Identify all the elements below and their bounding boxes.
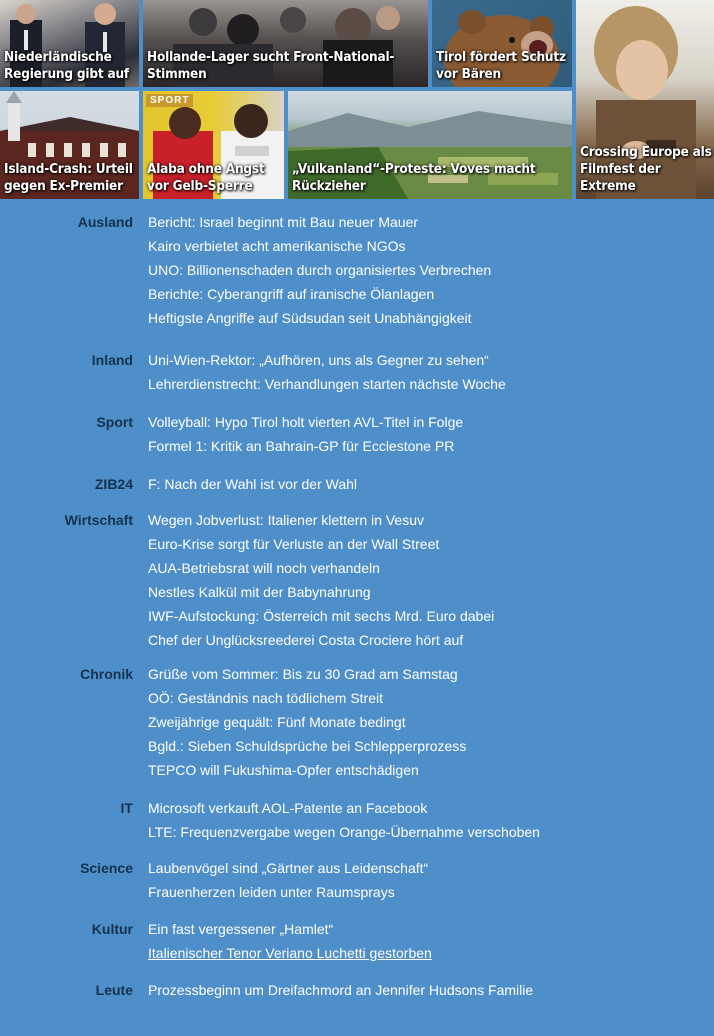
sport-badge: SPORT [146, 94, 193, 107]
news-link[interactable]: Berichte: Cyberangriff auf iranische Ölanlagen [148, 286, 435, 302]
teaser-tile-crossing-europe[interactable] [576, 0, 714, 199]
news-link[interactable]: Uni-Wien-Rektor: „Aufhören, uns als Gegner zu sehen“ [148, 352, 489, 368]
category-label[interactable]: Leute [95, 982, 133, 998]
news-link[interactable]: Zweijährige gequält: Fünf Monate bedingt [148, 714, 406, 730]
teaser-tile-dutch-government[interactable] [0, 0, 139, 87]
category-chronik [0, 662, 714, 782]
teaser-caption: Crossing Europe als Filmfest der Extreme [580, 144, 712, 194]
teaser-tiles [0, 0, 714, 200]
news-link[interactable]: Ein fast vergessener „Hamlet“ [148, 921, 334, 937]
category-ausland [0, 210, 714, 330]
news-link[interactable]: OÖ: Geständnis nach tödlichem Streit [148, 690, 383, 706]
category-kultur [0, 917, 714, 965]
news-link[interactable]: Wegen Jobverlust: Italiener klettern in Vesuv [148, 512, 425, 528]
teaser-tile-vulkanland[interactable] [288, 91, 572, 199]
news-link[interactable]: TEPCO will Fukushima-Opfer entschädigen [148, 762, 419, 778]
category-science [0, 856, 714, 904]
category-items [148, 662, 714, 782]
news-link[interactable]: Formel 1: Kritik an Bahrain-GP für Ecclestone PR [148, 438, 455, 454]
category-items [148, 978, 714, 1002]
news-link[interactable]: Frauenherzen leiden unter Raumsprays [148, 884, 395, 900]
category-items [148, 472, 714, 496]
news-link[interactable]: Volleyball: Hypo Tirol holt vierten AVL-Titel in Folge [148, 414, 464, 430]
teaser-caption: „Vulkanland“-Proteste: Voves macht Rückzieher [292, 161, 536, 194]
news-link[interactable]: Lehrerdienstrecht: Verhandlungen starten nächste Woche [148, 376, 506, 392]
category-label[interactable]: Wirtschaft [64, 512, 133, 528]
teaser-tile-hollande[interactable] [143, 0, 428, 87]
category-label[interactable]: Ausland [77, 214, 133, 230]
category-label[interactable]: Chronik [80, 666, 133, 682]
news-link[interactable]: Microsoft verkauft AOL-Patente an Facebook [148, 800, 428, 816]
news-link[interactable]: Bgld.: Sieben Schuldsprüche bei Schlepperprozess [148, 738, 467, 754]
category-label[interactable]: IT [120, 800, 133, 816]
category-items [148, 348, 714, 396]
teaser-caption: Niederländische Regierung gibt auf [4, 49, 129, 82]
news-link[interactable]: Laubenvögel sind „Gärtner aus Leidenschaft“ [148, 860, 429, 876]
category-label[interactable]: Kultur [91, 921, 133, 937]
category-items [148, 508, 714, 652]
news-link[interactable]: Grüße vom Sommer: Bis zu 30 Grad am Samstag [148, 666, 458, 682]
teaser-caption: Hollande-Lager sucht Front-National-Stimmen [147, 49, 395, 82]
news-link[interactable]: UNO: Billionenschaden durch organisiertes Verbrechen [148, 262, 492, 278]
category-it [0, 796, 714, 844]
category-zib24 [0, 472, 714, 496]
category-label[interactable]: Sport [96, 414, 133, 430]
category-wirtschaft [0, 508, 714, 652]
news-link[interactable]: LTE: Frequenzvergabe wegen Orange-Übernahme verschoben [148, 824, 540, 840]
category-items [148, 210, 714, 330]
news-link[interactable]: Euro-Krise sorgt für Verluste an der Wall Street [148, 536, 440, 552]
category-label[interactable]: ZIB24 [94, 476, 133, 492]
category-label[interactable]: Inland [91, 352, 133, 368]
news-link[interactable]: Nestles Kalkül mit der Babynahrung [148, 584, 371, 600]
teaser-tile-iceland-crash[interactable] [0, 91, 139, 199]
teaser-caption: Alaba ohne Angst vor Gelb-Sperre [147, 161, 265, 194]
category-leute [0, 978, 714, 1002]
teaser-tile-tirol-bears[interactable] [432, 0, 572, 87]
category-inland [0, 348, 714, 396]
teaser-tile-alaba[interactable] [143, 91, 284, 199]
category-items [148, 796, 714, 844]
teaser-caption: Island-Crash: Urteil gegen Ex-Premier [4, 161, 133, 194]
category-sport [0, 410, 714, 458]
news-link[interactable]: Prozessbeginn um Dreifachmord an Jennifer Hudsons Familie [148, 982, 534, 998]
news-link[interactable]: Heftigste Angriffe auf Südsudan seit Unabhängigkeit [148, 310, 472, 326]
teaser-caption: Tirol fördert Schutz vor Bären [436, 49, 566, 82]
news-link[interactable]: Bericht: Israel beginnt mit Bau neuer Mauer [148, 214, 419, 230]
category-items [148, 856, 714, 904]
news-link[interactable]: F: Nach der Wahl ist vor der Wahl [148, 476, 358, 492]
category-label[interactable]: Science [80, 860, 133, 876]
news-link[interactable]: Italienischer Tenor Veriano Luchetti gestorben [148, 945, 432, 961]
news-link[interactable]: Chef der Unglücksreederei Costa Crociere hört auf [148, 632, 464, 648]
news-link[interactable]: AUA-Betriebsrat will noch verhandeln [148, 560, 380, 576]
category-items [148, 917, 714, 965]
news-link[interactable]: Kairo verbietet acht amerikanische NGOs [148, 238, 406, 254]
news-link[interactable]: IWF-Aufstockung: Österreich mit sechs Mrd. Euro dabei [148, 608, 495, 624]
category-items [148, 410, 714, 458]
